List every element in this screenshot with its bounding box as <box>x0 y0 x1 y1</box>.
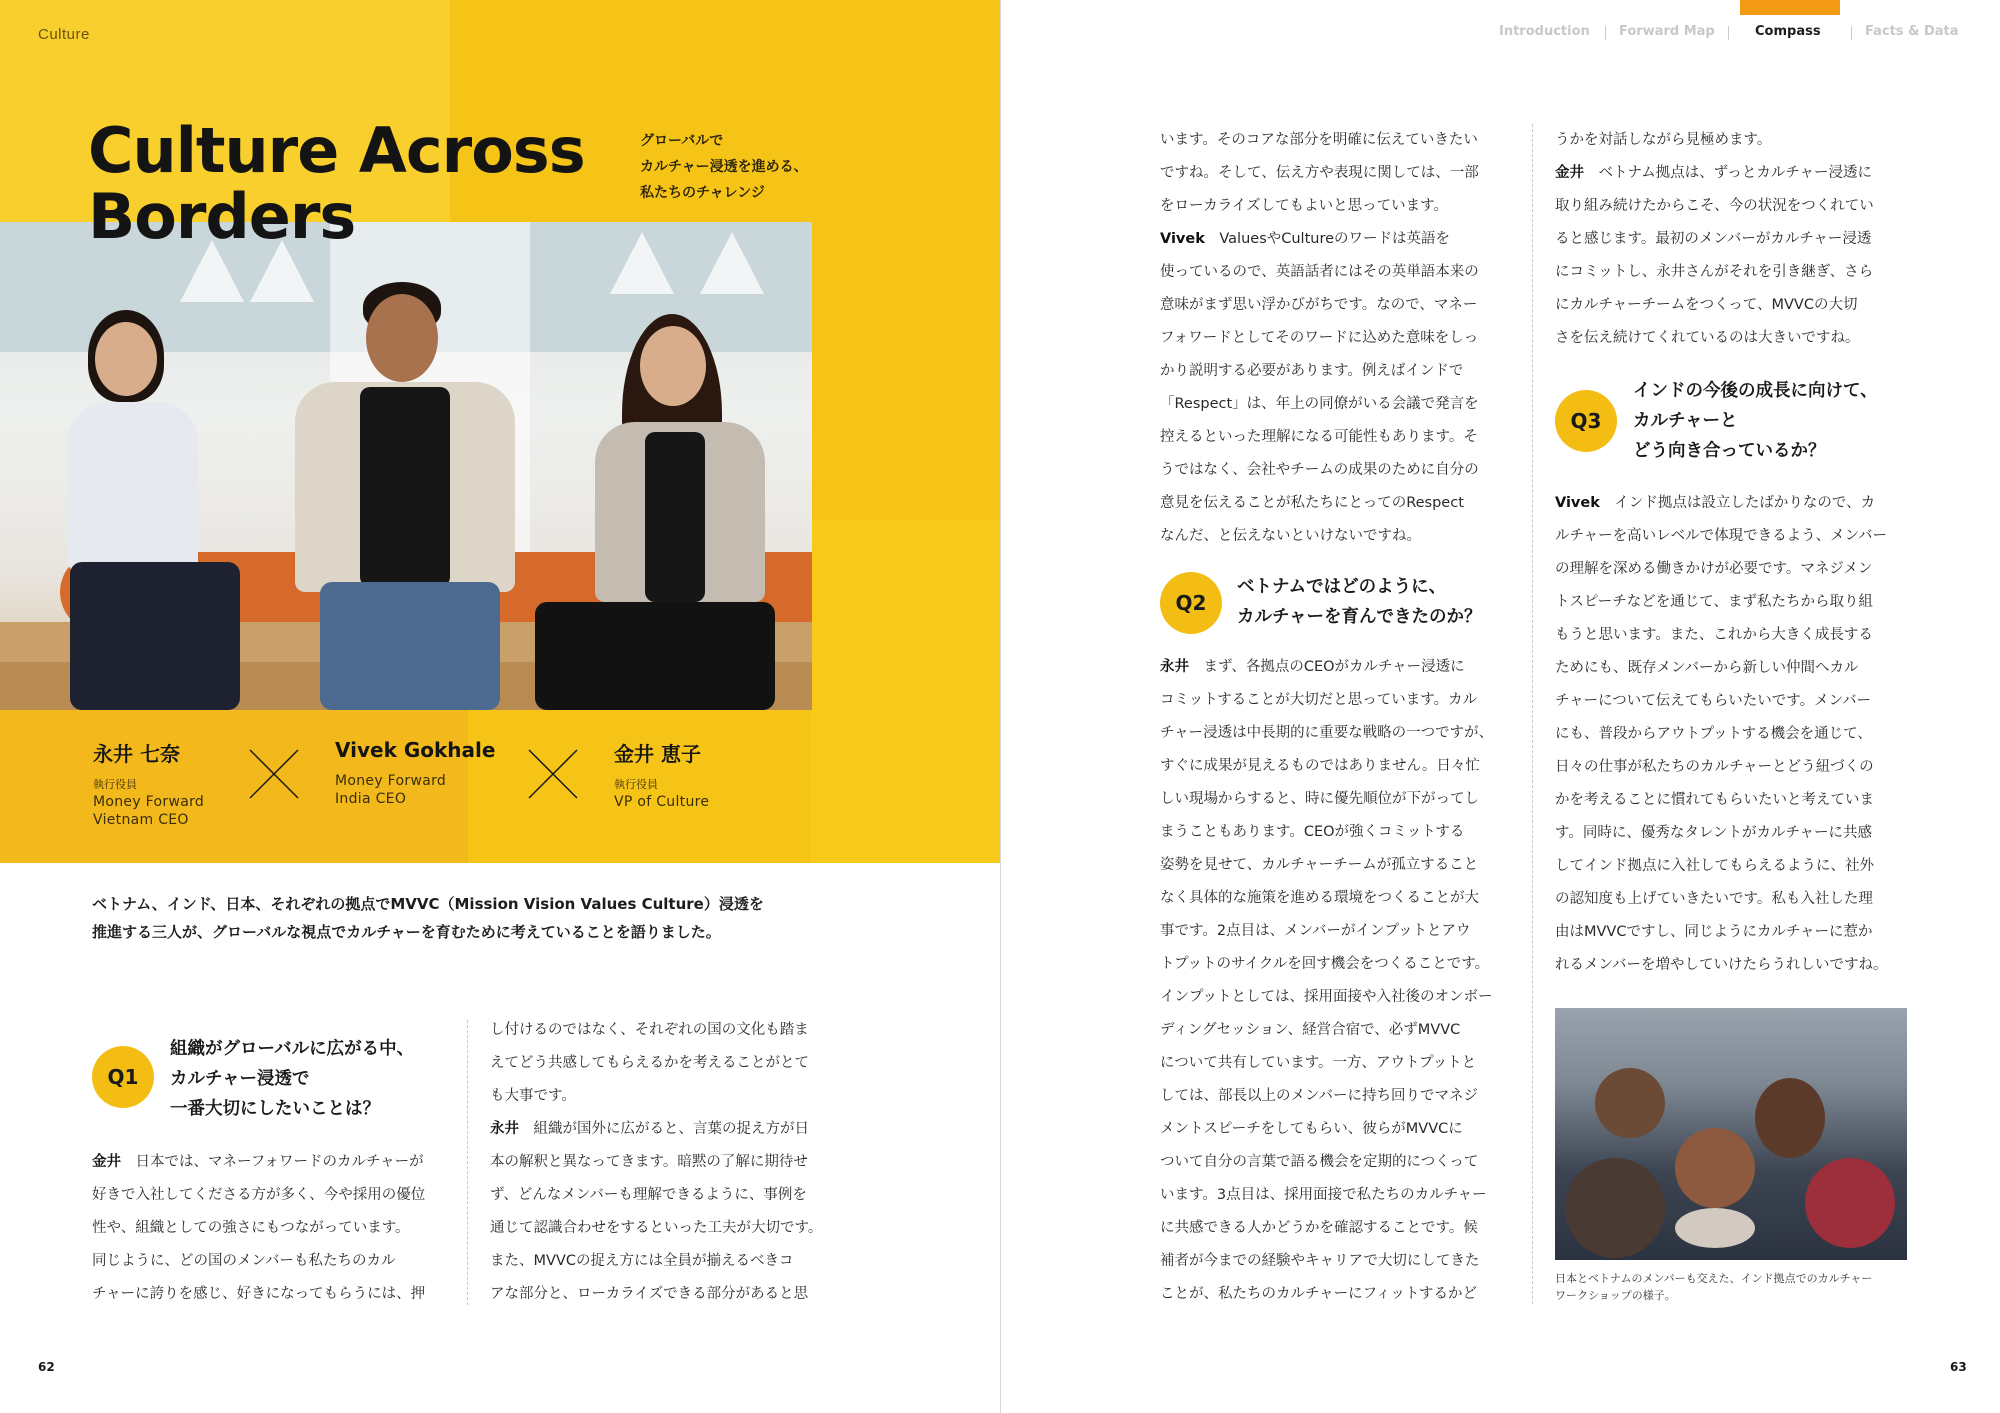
body-line <box>1555 586 1887 619</box>
body-line <box>1160 816 1493 849</box>
name-kanai: 金井 恵子 執行役員 VP of Culture <box>614 742 710 810</box>
cross-icon <box>248 748 300 800</box>
body-text: しては、部長以上のメンバーに持ち回りでマネジ <box>1160 1088 1478 1104</box>
q3-badge: Q3 <box>1555 390 1617 452</box>
section-label: Culture <box>38 26 90 43</box>
nav-introduction[interactable]: Introduction <box>1499 24 1590 39</box>
body-text: をローカライズしてもよいと思っています。 <box>1160 198 1448 214</box>
body-text: ついて自分の言葉で語る機会を定期的につくって <box>1160 1154 1479 1170</box>
body-text: 好きで入社してくださる方が多く、今や採用の優位 <box>92 1187 426 1203</box>
body-text: います。3点目は、採用面接で私たちのカルチャー <box>1160 1187 1487 1203</box>
body-text: ルチャーを高いレベルで体現できるよう、メンバー <box>1555 528 1888 544</box>
body-line <box>1555 124 1874 157</box>
body-text: まうこともあります。CEOが強くコミットする <box>1160 824 1465 840</box>
body-text: チャーについて伝えてもらいたいです。メンバー <box>1555 693 1872 709</box>
body-text: チャー浸透は中長期的に重要な戦略の一つですが、 <box>1160 725 1494 741</box>
name-vivek: Vivek Gokhale Money Forward India CEO <box>335 738 496 807</box>
body-line <box>92 1245 425 1278</box>
body-text: さを伝え続けてくれているのは大きいですね。 <box>1555 330 1860 346</box>
body-text: 組織が国外に広がると、言葉の捉え方が日 <box>519 1121 809 1137</box>
body-line <box>1555 718 1887 751</box>
body-text: す。同時に、優秀なタレントがカルチャーに共感 <box>1555 825 1873 841</box>
body-text: 意味がまず思い浮かびがちです。なので、マネー <box>1160 297 1478 313</box>
body-column-3a <box>1160 124 1479 553</box>
workshop-photo <box>1555 1008 1907 1260</box>
body-line <box>490 1014 822 1047</box>
body-line <box>1160 355 1479 388</box>
body-line <box>1160 223 1479 256</box>
body-text: の理解を深める働きかけが必要です。マネジメン <box>1555 561 1873 577</box>
body-line <box>1160 1212 1493 1245</box>
hero-photo <box>0 222 812 710</box>
nav-facts-data[interactable]: Facts & Data <box>1865 24 1959 39</box>
body-text: し付けるのではなく、それぞれの国の文化も踏ま <box>490 1022 809 1038</box>
body-text: について共有しています。一方、アウトプットと <box>1160 1055 1477 1071</box>
body-text: うではなく、会社やチームの成果のために自分の <box>1160 462 1479 478</box>
body-text: います。そのコアな部分を明確に伝えていきたい <box>1160 132 1478 148</box>
body-line <box>490 1146 822 1179</box>
q3-title: インドの今後の成長に向けて、 カルチャーと どう向き合っているか？ <box>1633 381 1878 461</box>
body-text: ValuesやCultureのワードは英語を <box>1204 231 1451 247</box>
body-line <box>1160 124 1479 157</box>
body-column-4a <box>1555 124 1874 355</box>
body-line <box>1160 388 1479 421</box>
body-line <box>92 1212 425 1245</box>
body-text: ベトナム拠点は、ずっとカルチャー浸透に <box>1584 165 1872 181</box>
body-text: 事です。2点目は、メンバーがインプットとアウ <box>1160 923 1471 939</box>
body-text: 補者が今までの経験やキャリアで大切にしてきた <box>1160 1253 1480 1269</box>
body-column-2 <box>490 1014 822 1311</box>
body-text: 通じて認識合わせをするといった工夫が大切です。 <box>490 1220 823 1236</box>
body-text: まず、各拠点のCEOがカルチャー浸透に <box>1189 659 1465 675</box>
body-text: 同じように、どの国のメンバーも私たちのカル <box>92 1253 396 1269</box>
body-text: れるメンバーを増やしていけたらうれしいですね。 <box>1555 957 1888 973</box>
body-line <box>1555 817 1887 850</box>
body-text: もうと思います。また、これから大きく成長する <box>1555 627 1873 643</box>
body-line <box>1555 883 1887 916</box>
body-text: うかを対話しながら見極めます。 <box>1555 132 1772 148</box>
body-text: ことが、私たちのカルチャーにフィットするかど <box>1160 1286 1477 1302</box>
body-text: えてどう共感してもらえるかを考えることがとて <box>490 1055 809 1071</box>
body-text: フォワードとしてそのワードに込めた意味をしっ <box>1160 330 1479 346</box>
body-text: してインド拠点に入社してもらえるように、社外 <box>1555 858 1874 874</box>
body-line <box>1160 684 1493 717</box>
body-text: 意見を伝えることが私たちにとってのRespect <box>1160 495 1464 511</box>
body-line <box>1160 1179 1493 1212</box>
name-nagai: 永井 七奈 執行役員 Money Forward Vietnam CEO <box>93 742 205 828</box>
photo-caption: 日本とベトナムのメンバーも交えた、インド拠点でのカルチャー ワークショップの様子。 <box>1555 1272 1873 1302</box>
body-text: しい現場からすると、時に優先順位が下がってし <box>1160 791 1479 807</box>
body-line <box>490 1245 822 1278</box>
body-line <box>1555 850 1887 883</box>
body-text: インド拠点は設立したばかりなので、カ <box>1599 495 1876 511</box>
body-text: コミットすることが大切だと思っています。カル <box>1160 692 1478 708</box>
body-line <box>92 1278 425 1311</box>
body-text: かり説明する必要があります。例えばインドで <box>1160 363 1464 379</box>
body-text: 「Respect」は、年上の同僚がいる会議で発言を <box>1160 396 1479 412</box>
body-line <box>92 1179 425 1212</box>
body-text: チャーに誇りを感じ、好きになってもらうには、押 <box>92 1286 426 1302</box>
speaker-name: 永井 <box>1160 659 1189 675</box>
nav-active-indicator <box>1740 0 1840 15</box>
q2-badge: Q2 <box>1160 572 1222 634</box>
speaker-name: 金井 <box>1555 165 1584 181</box>
speaker-names <box>0 738 1000 838</box>
body-text: すぐに成果が見えるものではありません。日々忙 <box>1160 758 1480 774</box>
body-line <box>1160 750 1493 783</box>
body-line <box>1160 849 1493 882</box>
body-text: ディングセッション、経営合宿で、必ずMVVC <box>1160 1022 1461 1038</box>
body-line <box>1555 157 1874 190</box>
body-line <box>1160 1047 1493 1080</box>
body-text: かを考えることに慣れてもらいたいと考えていま <box>1555 792 1874 808</box>
body-line <box>1555 685 1887 718</box>
body-line <box>1160 1014 1493 1047</box>
body-line <box>490 1047 822 1080</box>
cross-icon <box>527 748 579 800</box>
body-line <box>1160 1245 1493 1278</box>
body-text: 日々の仕事が私たちのカルチャーとどう紐づくの <box>1555 759 1874 775</box>
speaker-name: Vivek <box>1555 495 1600 511</box>
body-text: 使っているので、英語話者にはその英単語本来の <box>1160 264 1479 280</box>
body-line <box>1555 289 1874 322</box>
body-line <box>92 1146 425 1179</box>
body-column-4b <box>1555 487 1887 982</box>
body-line <box>1160 981 1493 1014</box>
body-text: 由はMVVCですし、同じようにカルチャーに惹か <box>1555 924 1873 940</box>
body-line <box>1160 421 1479 454</box>
body-line <box>1555 751 1887 784</box>
hero-title: Culture Across Borders <box>88 114 585 253</box>
body-line <box>1160 1146 1493 1179</box>
body-text: 控えるといった理解になる可能性もあります。そ <box>1160 429 1478 445</box>
body-text: に共感できる人かどうかを確認することです。候 <box>1160 1220 1478 1236</box>
q1-title: 組織がグローバルに広がる中、 カルチャー浸透で 一番大切にしたいことは？ <box>170 1039 415 1119</box>
body-text: にコミットし、永井さんがそれを引き継ぎ、さら <box>1555 264 1874 280</box>
body-line <box>1160 454 1479 487</box>
page-number-left: 62 <box>38 1360 55 1374</box>
body-line <box>1555 784 1887 817</box>
body-line <box>1160 1080 1493 1113</box>
nav-forward-map[interactable]: Forward Map <box>1619 24 1715 39</box>
body-text: ためにも、既存メンバーから新しい仲間へカル <box>1555 660 1859 676</box>
body-line <box>1555 520 1887 553</box>
lead-text: ベトナム、インド、日本、それぞれの拠点でMVVC（Mission Vision Values Culture）浸透を 推進する三人が、グローバルな視点でカルチャーを育むために考えていることを語りました。 <box>92 895 764 941</box>
body-text: の認知度も上げていきたいです。私も入社した理 <box>1555 891 1873 907</box>
speaker-name: 永井 <box>490 1121 519 1137</box>
body-text: インプットとしては、採用面接や入社後のオンボー <box>1160 989 1493 1005</box>
speaker-name: 金井 <box>92 1154 121 1170</box>
body-column-1 <box>92 1146 425 1311</box>
body-column-3b <box>1160 651 1493 1311</box>
body-line <box>1555 487 1887 520</box>
body-line <box>1555 652 1887 685</box>
body-text: にも、普段からアウトプットする機会を通じて、 <box>1555 726 1872 742</box>
body-text: 本の解釈と異なってきます。暗黙の了解に期待せ <box>490 1154 808 1170</box>
q1-badge: Q1 <box>92 1046 154 1108</box>
body-text: も大事です。 <box>490 1088 576 1104</box>
body-text: トプットのサイクルを回す機会をつくることです。 <box>1160 956 1490 972</box>
body-line <box>1160 190 1479 223</box>
body-line <box>1160 717 1493 750</box>
body-line <box>1160 322 1479 355</box>
body-line <box>1160 882 1493 915</box>
page-number-right: 63 <box>1950 1360 1967 1374</box>
body-line <box>1555 949 1887 982</box>
body-line <box>1160 487 1479 520</box>
body-text: なく具体的な施策を進める環境をつくることが大 <box>1160 890 1479 906</box>
body-line <box>1160 948 1493 981</box>
body-text: にカルチャーチームをつくって、MVVCの大切 <box>1555 297 1858 313</box>
speaker-name: Vivek <box>1160 231 1205 247</box>
hero-background <box>0 0 1000 863</box>
body-line <box>1160 1278 1493 1311</box>
body-line <box>490 1278 822 1311</box>
body-line <box>1555 223 1874 256</box>
body-text: 日本では、マネーフォワードのカルチャーが <box>121 1154 424 1170</box>
body-text: ると感じます。最初のメンバーがカルチャー浸透 <box>1555 231 1872 247</box>
q2-title: ベトナムではどのように、 カルチャーを育んできたのか？ <box>1237 577 1482 627</box>
body-line <box>1555 322 1874 355</box>
body-line <box>1160 256 1479 289</box>
body-line <box>1160 783 1493 816</box>
body-text: 姿勢を見せて、カルチャーチームが孤立すること <box>1160 857 1479 873</box>
body-text: トスピーチなどを通じて、まず私たちから取り組 <box>1555 594 1873 610</box>
body-text: アな部分と、ローカライズできる部分があると思 <box>490 1286 809 1302</box>
body-text: 取り組み続けたからこそ、今の状況をつくれてい <box>1555 198 1874 214</box>
body-line <box>490 1113 822 1146</box>
body-line <box>490 1080 822 1113</box>
body-line <box>1160 157 1479 190</box>
hero-tagline: グローバルで カルチャー浸透を進める、 私たちのチャレンジ <box>640 133 808 201</box>
body-line <box>1555 619 1887 652</box>
body-line <box>1160 651 1493 684</box>
body-line <box>1555 553 1887 586</box>
spine <box>1000 0 1001 1413</box>
body-text: また、MVVCの捉え方には全員が揃えるべきコ <box>490 1253 794 1269</box>
body-line <box>490 1179 822 1212</box>
body-text: 性や、組織としての強さにもつながっています。 <box>92 1220 410 1236</box>
nav-compass[interactable]: Compass <box>1755 24 1821 39</box>
body-text: メントスピーチをしてもらい、彼らがMVVCに <box>1160 1121 1463 1137</box>
body-line <box>1160 289 1479 322</box>
body-text: なんだ、と伝えないといけないですね。 <box>1160 528 1421 544</box>
body-line <box>1160 520 1479 553</box>
body-line <box>490 1212 822 1245</box>
body-line <box>1160 915 1493 948</box>
body-line <box>1555 916 1887 949</box>
body-text: ず、どんなメンバーも理解できるように、事例を <box>490 1187 807 1203</box>
body-line <box>1555 190 1874 223</box>
body-line <box>1160 1113 1493 1146</box>
body-text: ですね。そして、伝え方や表現に関しては、一部 <box>1160 165 1479 181</box>
body-line <box>1555 256 1874 289</box>
